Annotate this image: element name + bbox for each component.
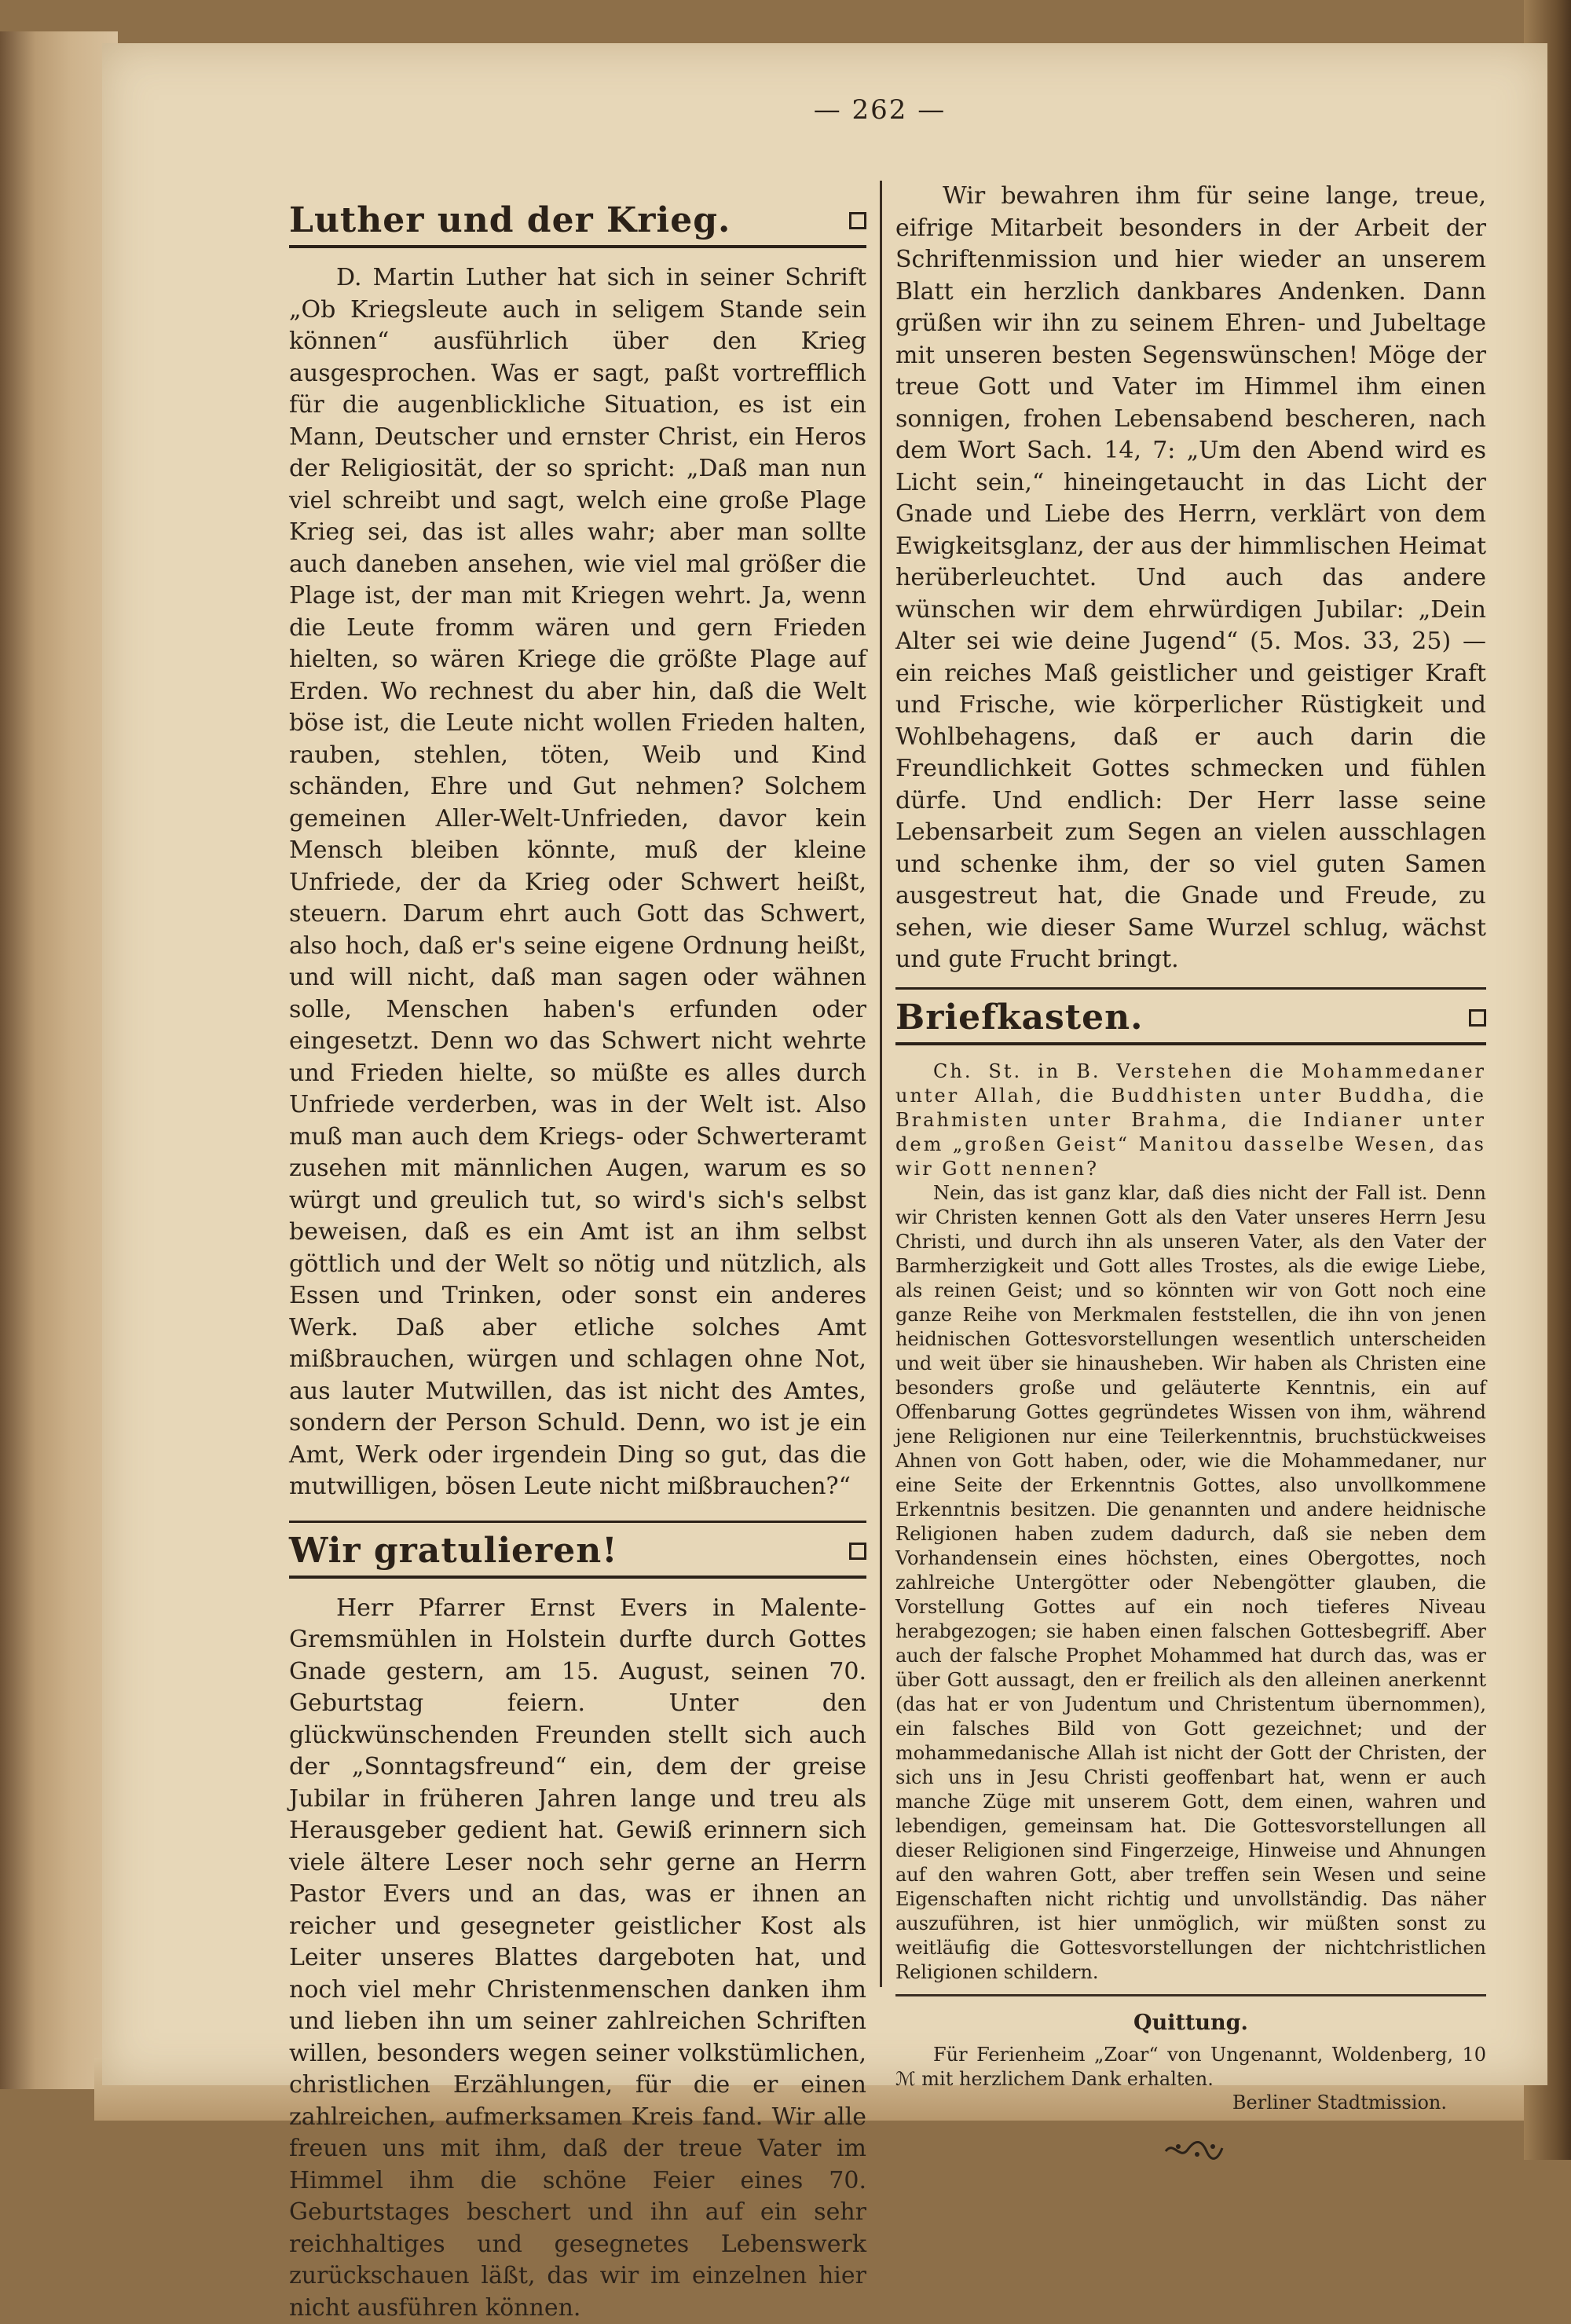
article-briefkasten [895, 987, 1486, 1985]
article-heading [289, 200, 866, 248]
right-column [895, 181, 1486, 2167]
decorative-flourish-icon [1163, 2137, 1225, 2164]
article-body-continuation: Wir bewahren ihm für seine lange, treue, eifrige Mitarbeit besonders in der Arbeit der Schriftenmission und hier wieder an unserem Blatt ein herzlich dankbares Andenken. Dann grüßen wir ihn zu seinem Ehren- und Jubeltage mit unseren besten Segenswünschen! Möge der treue Gott und Vater im Himmel ihm einen sonnigen, frohen Lebensabend bescheren, nach dem Wort Sach. 14, 7: „Um den Abend wird es Licht sein,“ hineingetaucht in das Licht der Gnade und Liebe des Herrn, verklärt von dem Ewigkeitsglanz, der aus der himmlischen Heimat herüberleuchtet. Und auch das andere wünschen wir dem ehrwürdigen Jubilar: „Dein Alter sei wie deine Jugend“ (5. Mos. 33, 25) — ein reiches Maß geistlicher und geistiger Kraft und Frische, wie körperlicher Rüstigkeit und Wohlbehagens, daß er auch darin die Freundlichkeit Gottes schmecken und fühlen dürfe. Und endlich: Der Herr lasse seine Lebensarbeit zum Segen an vielen ausschlagen und schenke ihm, der so viel guten Samen ausgestreut hat, die Gnade und Freude, zu sehen, wie dieser Same Wurzel schlug, wächst und gute Frucht bringt. [895, 181, 1486, 976]
article-gratulation [289, 1521, 866, 2324]
article-title: Briefkasten. [895, 997, 1143, 1038]
receipt-title: Quittung. [895, 2011, 1486, 2035]
receipt [895, 2011, 1486, 2167]
article-title: Luther und der Krieg. [289, 200, 731, 240]
editor-answer: Nein, das ist ganz klar, daß dies nicht der Fall ist. Denn wir Christen kennen Gott als den Vater unseres Herrn Jesu Christi, und durch ihn als unseren Vater, als den Vater der Barmherzigkeit und Gott alles Trostes, als die ewige Liebe, als reinen Geist; und so könnten wir von Gott noch eine ganze Reihe von Merkmalen feststellen, die ihn von jenen heidnischen Gottesvorstellungen wesentlich unterscheiden und weit über sie hinausheben. Wir haben als Christen eine besonders große und geläuterte Kenntnis, ein auf Offenbarung Gottes gegründetes Wissen von ihm, während jene Religionen nur eine Teilerkenntnis, bruchstückweises Ahnen von Gott haben, oder, wie die Mohammedaner, nur eine Seite der Erkenntnis Gottes, also unvollkommene Erkenntnis besitzen. Die genannten und andere heidnische Religionen haben zudem dadurch, daß sie neben dem Vorhandensein eines höchsten, eines Obergottes, noch zahlreiche Untergötter oder Nebengötter glauben, die Vorstellung Gottes auf ein noch tieferes Niveau herabgezogen; sie haben einen falschen Gottesbegriff. Aber auch der falsche Prophet Mohammed hat durch das, was er über Gott aussagt, den er freilich als den alleinen anerkennt (das hat er von Judentum und Christentum übernommen), ein falsches Bild von Gott gezeichnet; und der mohammedanische Allah ist nicht der Gott der Christen, der sich uns in Jesu Christi geoffenbart hat, wenn er auch manche Züge mit unserem Gott, dem einen, wahren und lebendigen, gemeinsam hat. Die Gottesvorstellungen all dieser Religionen sind Fingerzeige, Hinweise und Ahnungen auf den wahren Gott, aber treffen sein Wesen und seine Eigenschaften nicht richtig und unvollständig. Das näher auszuführen, ist hier unmöglich, wir müßten sonst zu weitläufig die Gottesvorstellungen der nichtchristlichen Religionen schildern. [895, 1181, 1486, 1985]
article-heading [895, 987, 1486, 1045]
page-number: — 262 — [801, 94, 958, 126]
receipt-text: Für Ferienheim „Zoar“ von Ungenannt, Woldenberg, 10 ℳ mit herzlichem Dank erhalten. [895, 2043, 1486, 2092]
square-ornament-icon [1469, 1009, 1486, 1027]
section-divider [895, 1994, 1486, 1996]
article-body: Herr Pfarrer Ernst Evers in Malente-Gremsmühlen in Holstein durfte durch Gottes Gnade gestern, am 15. August, seinen 70. Geburtstag feiern. Unter den glückwünschenden Freunden stellt sich auch der „Sonntagsfreund“ ein, dem der greise Jubilar in früheren Jahren lange und treu als Herausgeber gedient hat. Gewiß erinnern sich viele ältere Leser noch sehr gerne an Herrn Pastor Evers und an das, was er ihnen an reicher und gesegneter geistlicher Kost als Leiter unseres Blattes dargeboten hat, und noch viel mehr Christenmenschen danken ihm und lieben ihn um seiner zahlreichen Schriften willen, besonders wegen seiner volkstümlichen, christlichen Erzählungen, für die er einen zahlreichen, aufmerksamen Kreis fand. Wir alle freuen uns mit ihm, daß der treue Vater im Himmel ihm die schöne Feier eines 70. Geburtstages beschert und ihn auf ein sehr reichhaltiges und gesegnetes Lebenswerk zurückschauen läßt, das wir im einzelnen hier nicht ausführen können. [289, 1593, 866, 2324]
article-heading [289, 1521, 866, 1579]
book-page-stack [0, 31, 118, 2089]
article-title: Wir gratulieren! [289, 1531, 618, 1571]
receipt-signature: Berliner Stadtmission. [895, 2092, 1486, 2114]
reader-question: Ch. St. in B. Verstehen die Mohammedaner unter Allah, die Buddhisten unter Buddha, die Brahmisten unter Brahma, die Indianer unter dem „großen Geist“ Manitou dasselbe Wesen, das wir Gott nennen? [895, 1060, 1486, 1181]
article-luther [289, 200, 866, 1503]
column-divider [880, 181, 882, 1987]
left-column [289, 200, 866, 2324]
square-ornament-icon [849, 212, 866, 229]
square-ornament-icon [849, 1543, 866, 1560]
article-body: D. Martin Luther hat sich in seiner Schrift „Ob Kriegsleute auch in seligem Stande sein können“ ausführlich über den Krieg ausgesprochen. Was er sagt, paßt vortrefflich für die augenblickliche Situation, es ist ein Mann, Deutscher und ernster Christ, ein Heros der Religiosität, der so spricht: „Daß man nun viel schreibt und sagt, welch eine große Plage Krieg sei, das ist alles wahr; aber man sollte auch daneben ansehen, wie viel mal größer die Plage ist, der man mit Kriegen wehrt. Ja, wenn die Leute fromm wären und gern Frieden hielten, so wären Kriege die größte Plage auf Erden. Wo rechnest du aber hin, daß die Welt böse ist, die Leute nicht wollen Frieden halten, rauben, stehlen, töten, Weib und Kind schänden, Ehre und Gut nehmen? Solchem gemeinen Aller-Welt-Unfrieden, davor kein Mensch bleiben könnte, muß der kleine Unfriede, der da Krieg oder Schwert heißt, steuern. Darum ehrt auch Gott das Schwert, also hoch, daß er's seine eigene Ordnung heißt, und will nicht, daß man sagen oder wähnen solle, Menschen haben's erfunden oder eingesetzt. Denn wo das Schwert nicht wehrte und Frieden hielte, so müßte es alles durch Unfriede verderben, was in der Welt ist. Also muß man auch dem Kriegs- oder Schwerteramt zusehen mit männlichen Augen, warum es so würgt und greulich tut, so wird's sich's selbst beweisen, daß es ein Amt ist an ihm selbst göttlich und der Welt so nötig und nützlich, als Essen und Trinken, oder sonst ein anderes Werk. Daß aber etliche solches Amt mißbrauchen, würgen und schlagen ohne Not, aus lauter Mutwillen, das ist nicht des Amtes, sondern der Person Schuld. Denn, wo ist je ein Amt, Werk oder irgendein Ding so gut, das die mutwilligen, bösen Leute nicht mißbrauchen?“ [289, 262, 866, 1503]
